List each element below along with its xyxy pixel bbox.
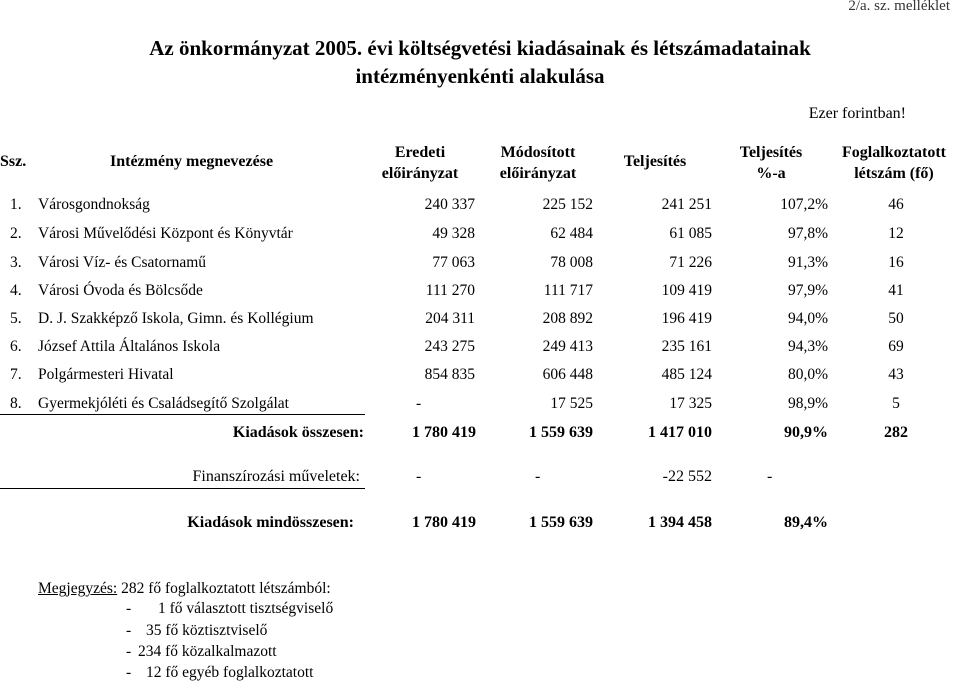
- note-item-dash: -: [126, 664, 132, 681]
- row-num: 4.: [10, 282, 22, 299]
- row-num: 1.: [10, 196, 22, 213]
- note-item-dash: -: [126, 600, 132, 617]
- grand-total-modified: 1 559 639: [529, 514, 593, 531]
- row-actual: 196 419: [661, 310, 712, 327]
- financing-pct: -: [767, 468, 773, 485]
- total-modified: 1 559 639: [529, 424, 593, 441]
- row-name: Polgármesteri Hivatal: [38, 366, 174, 383]
- total-actual: 1 417 010: [648, 424, 712, 441]
- row-num: 6.: [10, 338, 22, 355]
- header-modified: Módosított előirányzat: [499, 144, 577, 182]
- row-pct: 97,9%: [787, 282, 828, 299]
- note-item-text: 35 fő köztisztviselő: [146, 622, 268, 639]
- row-actual: 109 419: [661, 282, 712, 299]
- header-pct: Teljesítés %-a: [739, 144, 803, 182]
- total-original: 1 780 419: [412, 424, 476, 441]
- note-item-text: 12 fő egyéb foglalkoztatott: [146, 664, 314, 681]
- row-actual: 241 251: [661, 196, 712, 213]
- row-staff: 50: [888, 310, 904, 327]
- row-staff: 5: [892, 395, 900, 412]
- note-text: 282 fő foglalkoztatott létszámból:: [117, 580, 331, 597]
- row-name: Városgondnokság: [38, 196, 150, 213]
- row-pct: 97,8%: [787, 225, 828, 242]
- grand-total-pct: 89,4%: [784, 514, 828, 531]
- row-name: Gyermekjóléti és Családsegítő Szolgálat: [38, 395, 289, 412]
- row-modified: 78 008: [550, 254, 593, 271]
- note-item-dash: -: [126, 622, 132, 639]
- row-num: 8.: [10, 395, 22, 412]
- attachment-label: 2/a. sz. melléklet: [848, 0, 950, 14]
- note-item-text: 1 fő választott tisztségviselő: [158, 600, 334, 617]
- row-name: József Attila Általános Iskola: [38, 338, 221, 355]
- divider: [0, 414, 365, 415]
- unit-note: Ezer forintban!: [808, 105, 906, 122]
- row-pct: 98,9%: [787, 395, 828, 412]
- row-modified: 111 717: [543, 282, 593, 299]
- row-name: D. J. Szakképző Iskola, Gimn. és Kollégium: [38, 310, 314, 327]
- row-original: 240 337: [424, 196, 475, 213]
- row-pct: 80,0%: [787, 366, 828, 383]
- row-name: Városi Művelődési Központ és Könyvtár: [38, 225, 293, 242]
- note-intro: [38, 580, 331, 598]
- row-original: -: [416, 395, 422, 412]
- row-actual: 61 085: [669, 225, 712, 242]
- row-pct: 107,2%: [780, 196, 828, 213]
- row-modified: 17 525: [550, 395, 593, 412]
- row-name: Városi Óvoda és Bölcsőde: [38, 282, 203, 299]
- row-original: 77 063: [432, 254, 475, 271]
- row-num: 3.: [10, 254, 22, 271]
- row-staff: 12: [888, 225, 904, 242]
- row-staff: 16: [888, 254, 904, 271]
- note-label: Megjegyzés:: [38, 580, 118, 597]
- header-original: Eredeti előirányzat: [381, 144, 459, 182]
- total-label: Kiadások összesen:: [232, 424, 364, 441]
- header-staff: Foglalkoztatott létszám (fő): [842, 144, 946, 182]
- header-ssz: Ssz.: [0, 153, 27, 170]
- row-num: 5.: [10, 310, 22, 327]
- row-num: 7.: [10, 366, 22, 383]
- row-original: 243 275: [424, 338, 475, 355]
- row-num: 2.: [10, 225, 22, 242]
- row-pct: 94,0%: [787, 310, 828, 327]
- financing-label: Finanszírozási műveletek:: [192, 468, 360, 485]
- page-title-line2: intézményenkénti alakulása: [355, 64, 605, 88]
- row-actual: 17 325: [669, 395, 712, 412]
- grand-total-label: Kiadások mindösszesen:: [187, 514, 354, 531]
- row-actual: 71 226: [669, 254, 712, 271]
- row-staff: 43: [888, 366, 904, 383]
- financing-actual: -22 552: [662, 468, 712, 485]
- row-modified: 208 892: [542, 310, 593, 327]
- note-item-dash: -: [126, 643, 132, 660]
- divider: [0, 488, 365, 489]
- row-modified: 606 448: [542, 366, 593, 383]
- row-actual: 485 124: [661, 366, 712, 383]
- row-modified: 225 152: [542, 196, 593, 213]
- row-staff: 46: [888, 196, 904, 213]
- header-actual: Teljesítés: [623, 153, 687, 170]
- row-pct: 91,3%: [787, 254, 828, 271]
- row-original: 204 311: [425, 310, 475, 327]
- financing-original: -: [416, 468, 422, 485]
- row-modified: 249 413: [542, 338, 593, 355]
- header-name: Intézmény megnevezése: [110, 153, 274, 170]
- row-modified: 62 484: [550, 225, 593, 242]
- row-original: 854 835: [424, 366, 475, 383]
- row-pct: 94,3%: [787, 338, 828, 355]
- total-staff: 282: [884, 424, 908, 441]
- row-staff: 69: [888, 338, 904, 355]
- row-original: 111 270: [425, 282, 475, 299]
- row-name: Városi Víz- és Csatornamű: [38, 254, 207, 271]
- financing-modified: -: [535, 468, 541, 485]
- total-pct: 90,9%: [784, 424, 828, 441]
- page-title-line1: Az önkormányzat 2005. évi költségvetési kiadásainak és létszámadatainak: [149, 36, 811, 60]
- row-actual: 235 161: [661, 338, 712, 355]
- grand-total-original: 1 780 419: [412, 514, 476, 531]
- row-original: 49 328: [432, 225, 475, 242]
- row-staff: 41: [888, 282, 904, 299]
- note-item-text: 234 fő közalkalmazott: [138, 643, 277, 660]
- grand-total-actual: 1 394 458: [648, 514, 712, 531]
